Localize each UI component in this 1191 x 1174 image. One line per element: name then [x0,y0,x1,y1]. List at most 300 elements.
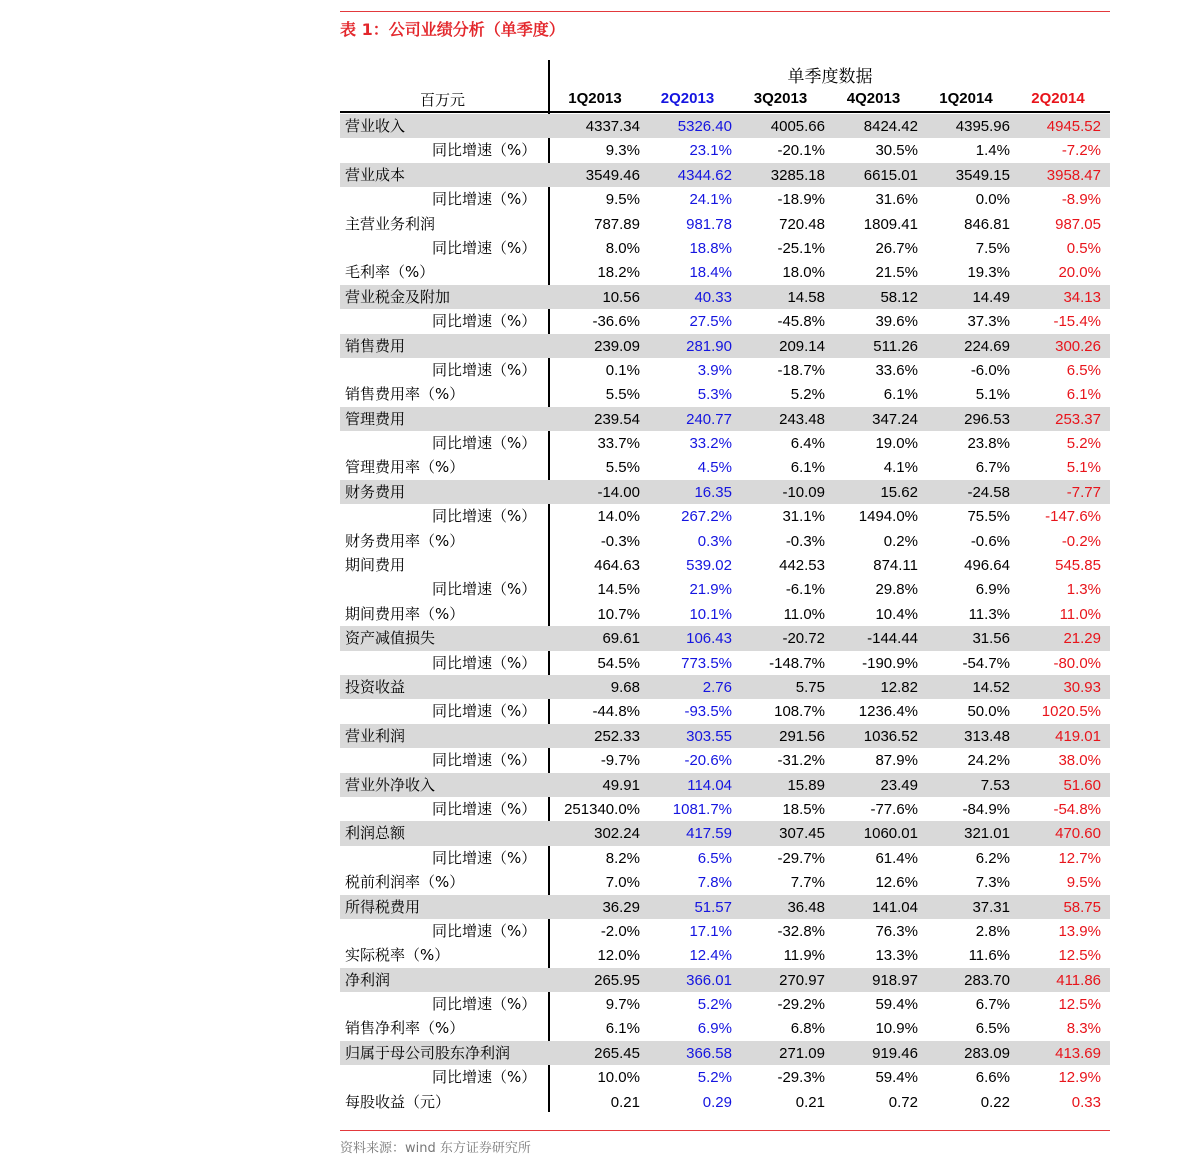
table-row [340,212,1110,236]
row-label: 同比增速（%） [432,799,537,818]
table-cell: 281.90 [686,337,732,355]
table-cell: 0.72 [888,1093,918,1111]
table-cell: -9.7% [600,752,640,770]
table-cell: 4.1% [883,459,918,477]
row-label: 利润总额 [345,824,406,843]
table-cell: 1809.41 [863,215,918,233]
column-header-row [340,88,1110,110]
table-cell: 10.9% [875,1020,918,1038]
table-cell: 265.95 [594,971,640,989]
table-cell: 6.7% [975,996,1010,1014]
table-cell: 16.35 [694,483,732,501]
table-cell: 20.0% [1058,264,1101,282]
row-label: 营业收入 [345,117,406,135]
table-cell: 243.48 [779,410,825,428]
table-cell: -54.8% [1053,800,1101,818]
table-row [340,870,1110,894]
table-row [340,724,1110,748]
row-label: 期间费用 [345,556,406,575]
row-label: 营业税金及附加 [345,287,451,306]
table-cell: -29.2% [777,996,825,1014]
row-label: 同比增速（%） [432,921,537,940]
table-cell: 34.13 [1063,288,1101,306]
table-cell: 9.5% [605,191,640,209]
table-cell: -7.77 [1066,483,1101,501]
table-cell: 12.5% [1058,947,1101,965]
table-cell: 51.57 [694,898,732,916]
table-cell: -54.7% [962,654,1010,672]
table-cell: 846.81 [964,215,1010,233]
table-row [340,504,1110,528]
table-cell: 21.9% [689,581,732,599]
table-row [340,358,1110,382]
table-cell: 12.7% [1058,849,1101,867]
table-cell: 8424.42 [863,118,918,135]
table-cell: 2.8% [975,922,1010,940]
table-cell: 6.4% [790,435,825,453]
row-label: 同比增速（%） [432,995,537,1014]
row-label: 营业利润 [345,726,406,745]
row-label: 同比增速（%） [432,580,537,599]
table-cell: 6.5% [697,849,732,867]
table-cell: 13.3% [875,947,918,965]
table-cell: 7.8% [697,874,732,892]
table-cell: 59.4% [875,996,918,1014]
table-row [340,748,1110,772]
table-row [340,553,1110,577]
row-label: 同比增速（%） [432,1068,537,1087]
table-row [340,773,1110,797]
table-cell: 3.9% [697,361,732,379]
table-cell: 31.1% [782,508,825,526]
table-cell: 18.0% [782,264,825,282]
table-cell: 31.6% [875,191,918,209]
row-label: 每股收益（元） [345,1092,451,1111]
table-cell: 239.09 [594,337,640,355]
table-cell: 24.2% [967,752,1010,770]
table-cell: 4945.52 [1046,118,1101,135]
table-cell: 6.9% [975,581,1010,599]
table-cell: 5.1% [1066,459,1101,477]
table-cell: 0.0% [975,191,1010,209]
row-label: 管理费用 [345,409,406,428]
table-cell: 6.5% [1066,361,1101,379]
table-cell: 58.12 [880,288,918,306]
row-label: 营业成本 [345,165,406,184]
table-cell: 14.0% [597,508,640,526]
table-cell: 50.0% [967,703,1010,721]
table-cell: 0.29 [702,1093,732,1111]
table-cell: 5.5% [605,386,640,404]
table-cell: 253.37 [1055,410,1101,428]
unit-label: 百万元 [420,91,466,109]
table-cell: 6.6% [975,1069,1010,1087]
column-header-2q2014: 2Q2014 [1031,90,1085,107]
table-cell: 496.64 [964,557,1010,575]
row-label: 同比增速（%） [432,653,537,672]
table-row [340,138,1110,162]
source-note: 资料来源：wind 东方证券研究所 [340,1141,531,1156]
table-cell: 18.4% [689,264,732,282]
table-cell: 23.8% [967,435,1010,453]
row-label: 资产减值损失 [345,629,436,648]
table-cell: 38.0% [1058,752,1101,770]
table-cell: 8.0% [605,239,640,257]
table-cell: 6.1% [790,459,825,477]
table-cell: 1.4% [975,142,1010,160]
table-cell: 5.2% [697,996,732,1014]
table-cell: 7.5% [975,239,1010,257]
table-row [340,1041,1110,1065]
table-row [340,602,1110,626]
table-cell: 37.3% [967,313,1010,331]
table-row [340,529,1110,553]
table-cell: 7.0% [605,874,640,892]
table-row [340,1016,1110,1040]
table-cell: 442.53 [779,557,825,575]
table-cell: 6.8% [790,1020,825,1038]
table-cell: 12.9% [1058,1069,1101,1087]
table-cell: 267.2% [681,508,732,526]
table-cell: 3549.15 [955,166,1010,184]
table-cell: 321.01 [964,825,1010,843]
table-cell: 21.29 [1063,630,1101,648]
row-label: 同比增速（%） [432,141,537,160]
table-cell: 27.5% [689,313,732,331]
table-title: 表 1：公司业绩分析（单季度） [340,20,565,39]
column-header-1q2014: 1Q2014 [939,90,993,107]
table-cell: -6.1% [785,581,825,599]
table-cell: 108.7% [774,703,825,721]
table-cell: 0.21 [795,1093,825,1111]
table-cell: -29.7% [777,849,825,867]
table-cell: 10.56 [602,288,640,306]
table-cell: 1236.4% [858,703,918,721]
table-cell: 10.0% [597,1069,640,1087]
table-cell: 40.33 [694,288,732,306]
table-cell: 14.58 [787,288,825,306]
table-cell: 224.69 [964,337,1010,355]
row-label: 同比增速（%） [432,702,537,721]
table-cell: 18.2% [597,264,640,282]
table-row [340,187,1110,211]
table-cell: 114.04 [687,776,732,794]
table-cell: 511.26 [873,337,918,355]
table-cell: 54.5% [597,654,640,672]
table-cell: 5.75 [795,678,825,696]
table-body [340,114,1110,1114]
table-cell: 106.43 [686,630,732,648]
table-cell: 7.53 [980,776,1010,794]
row-label: 管理费用率（%） [345,458,465,477]
table-cell: 21.5% [875,264,918,282]
table-cell: -0.6% [970,532,1010,550]
table-row [340,236,1110,260]
table-cell: 15.62 [880,483,918,501]
table-cell: 0.3% [697,532,732,550]
table-cell: 417.59 [686,825,732,843]
table-cell: 539.02 [686,557,732,575]
table-cell: 11.9% [783,947,825,965]
table-cell: -24.58 [967,483,1010,501]
table-row [340,846,1110,870]
table-row [340,943,1110,967]
table-cell: 300.26 [1055,337,1101,355]
table-row [340,480,1110,504]
table-cell: -80.0% [1053,654,1101,672]
table-cell: 240.77 [686,410,732,428]
row-label: 归属于母公司股东净利润 [345,1043,511,1062]
table-cell: 1494.0% [858,508,918,526]
table-cell: 4.5% [697,459,732,477]
table-cell: 19.3% [967,264,1010,282]
table-cell: 75.5% [967,508,1010,526]
table-cell: 0.21 [610,1093,640,1111]
table-cell: 37.31 [972,898,1010,916]
table-cell: 6.1% [883,386,918,404]
table-cell: 61.4% [875,849,918,867]
table-cell: 919.46 [872,1044,918,1062]
table-cell: 874.11 [873,557,918,575]
table-cell: 29.8% [875,581,918,599]
table-cell: 11.6% [968,947,1010,965]
table-cell: -147.6% [1045,508,1101,526]
table-row [340,1090,1110,1114]
table-cell: 5.3% [697,386,732,404]
table-cell: -77.6% [870,800,918,818]
table-cell: 0.1% [605,361,640,379]
table-cell: 5.2% [697,1069,732,1087]
row-label: 财务费用 [345,482,406,501]
table-row [340,651,1110,675]
table-cell: 33.2% [689,435,732,453]
table-row [340,285,1110,309]
table-cell: 18.5% [782,800,825,818]
table-cell: 18.8% [689,239,732,257]
table-cell: 307.45 [779,825,825,843]
table-cell: 6.7% [975,459,1010,477]
table-cell: 30.5% [875,142,918,160]
table-cell: -14.00 [597,483,640,501]
row-label: 税前利润率（%） [345,873,465,892]
table-cell: 270.97 [779,971,825,989]
table-cell: 366.58 [686,1044,732,1062]
table-cell: 24.1% [689,191,732,209]
row-label: 销售费用 [345,336,406,355]
row-label: 主营业务利润 [345,214,436,233]
row-label: 同比增速（%） [432,360,537,379]
table-cell: -18.7% [777,361,825,379]
table-cell: 5.1% [975,386,1010,404]
table-cell: 251340.0% [564,800,640,818]
row-label: 同比增速（%） [432,190,537,209]
table-cell: 3285.18 [770,166,825,184]
row-label: 同比增速（%） [432,312,537,331]
group-header: 单季度数据 [787,67,873,87]
table-cell: 5.2% [790,386,825,404]
table-cell: 49.91 [602,776,640,794]
table-cell: -25.1% [777,239,825,257]
table-cell: 464.63 [594,557,640,575]
table-cell: 14.5% [597,581,640,599]
table-cell: 13.9% [1058,922,1101,940]
table-cell: -0.3% [600,532,640,550]
table-cell: 6.5% [975,1020,1010,1038]
row-label: 营业外净收入 [345,775,436,794]
table-cell: 366.01 [686,971,732,989]
table-cell: 19.0% [875,435,918,453]
table-cell: 3549.46 [585,166,640,184]
table-cell: 773.5% [681,654,732,672]
table-row [340,431,1110,455]
table-cell: 283.70 [964,971,1010,989]
top-rule [340,11,1110,12]
table-cell: -0.2% [1061,532,1101,550]
table-cell: 413.69 [1055,1044,1101,1062]
table-cell: 8.2% [605,849,640,867]
table-cell: 0.2% [883,532,918,550]
table-cell: 2.76 [702,678,732,696]
row-label: 销售净利率（%） [345,1019,465,1038]
table-row [340,699,1110,723]
table-cell: 470.60 [1055,825,1101,843]
table-cell: 239.54 [594,410,640,428]
table-cell: 39.6% [875,313,918,331]
table-cell: 14.52 [972,678,1010,696]
row-label: 同比增速（%） [432,434,537,453]
table-cell: -190.9% [862,654,918,672]
table-cell: 6.2% [975,849,1010,867]
table-cell: 23.1% [689,142,732,160]
row-label: 财务费用率（%） [345,531,465,550]
table-cell: 0.33 [1071,1093,1101,1111]
table-cell: 33.6% [875,361,918,379]
table-row [340,626,1110,650]
table-cell: 36.29 [602,898,640,916]
table-cell: 302.24 [594,825,640,843]
row-label: 毛利率（%） [345,263,435,282]
table-row [340,577,1110,601]
row-label: 销售费用率（%） [345,385,465,404]
table-cell: 141.04 [872,898,918,916]
table-cell: 59.4% [875,1069,918,1087]
table-cell: 76.3% [875,922,918,940]
table-row [340,382,1110,406]
column-header-2q2013: 2Q2013 [660,90,715,107]
table-cell: 5326.40 [677,118,732,135]
table-cell: 5.2% [1066,435,1101,453]
table-row [340,334,1110,358]
table-cell: -32.8% [777,922,825,940]
table-cell: 1.3% [1066,581,1101,599]
table-cell: 69.61 [602,630,640,648]
table-cell: 15.89 [787,776,825,794]
table-row [340,1065,1110,1089]
table-cell: -20.6% [684,752,732,770]
table-row [340,968,1110,992]
table-cell: 87.9% [875,752,918,770]
table-cell: -36.6% [592,313,640,331]
table-cell: 303.55 [686,727,732,745]
table-cell: 271.09 [779,1044,825,1062]
table-cell: 4395.96 [955,118,1010,135]
bottom-rule [340,1130,1110,1131]
table-cell: 12.6% [875,874,918,892]
table-row [340,260,1110,284]
row-label: 同比增速（%） [432,848,537,867]
table-cell: 11.0% [1059,605,1101,623]
table-cell: 291.56 [779,727,825,745]
table-cell: 12.82 [880,678,918,696]
table-cell: -20.1% [777,142,825,160]
row-label: 同比增速（%） [432,238,537,257]
table-row [340,309,1110,333]
table-cell: -8.9% [1061,191,1101,209]
table-cell: 987.05 [1055,215,1101,233]
table-cell: 981.78 [686,215,732,233]
table-cell: -20.72 [782,630,825,648]
table-cell: 9.3% [605,142,640,160]
table-cell: 36.48 [787,898,825,916]
table-cell: -18.9% [777,191,825,209]
table-cell: 17.1% [689,922,732,940]
row-label: 净利润 [345,970,391,989]
table-cell: 720.48 [779,215,825,233]
table-cell: 10.1% [689,605,732,623]
table-cell: 14.49 [972,288,1010,306]
table-cell: 12.4% [689,947,732,965]
table-row [340,455,1110,479]
table-cell: 545.85 [1055,557,1101,575]
table-cell: -144.44 [867,630,918,648]
table-cell: 23.49 [880,776,918,794]
table-cell: 12.0% [597,947,640,965]
table-row [340,163,1110,187]
table-cell: 7.3% [975,874,1010,892]
table-cell: 5.5% [605,459,640,477]
table-row [340,992,1110,1016]
table-row [340,895,1110,919]
table-cell: 4005.66 [770,118,825,135]
table-cell: 6615.01 [863,166,918,184]
table-cell: -15.4% [1053,313,1101,331]
table-cell: -45.8% [777,313,825,331]
table-cell: 9.7% [605,996,640,1014]
table-cell: 9.5% [1066,874,1101,892]
table-cell: 31.56 [972,630,1010,648]
row-label: 同比增速（%） [432,507,537,526]
table-cell: 11.3% [968,605,1010,623]
table-cell: 7.7% [790,874,825,892]
table-row [340,919,1110,943]
table-cell: 30.93 [1063,678,1101,696]
column-header-4q2013: 4Q2013 [846,90,901,107]
table-cell: 1020.5% [1041,703,1101,721]
table-cell: 419.01 [1055,727,1101,745]
table-cell: 252.33 [594,727,640,745]
table-cell: 3958.47 [1046,166,1101,184]
table-cell: -6.0% [970,361,1010,379]
table-cell: -44.8% [592,703,640,721]
header-rule [340,111,1110,113]
column-header-1q2013: 1Q2013 [568,90,622,107]
table-cell: 12.5% [1058,996,1101,1014]
table-cell: 4337.34 [585,118,640,135]
table-row [340,407,1110,431]
table-row [340,821,1110,845]
table-cell: 11.0% [783,605,825,623]
table-cell: 918.97 [872,971,918,989]
